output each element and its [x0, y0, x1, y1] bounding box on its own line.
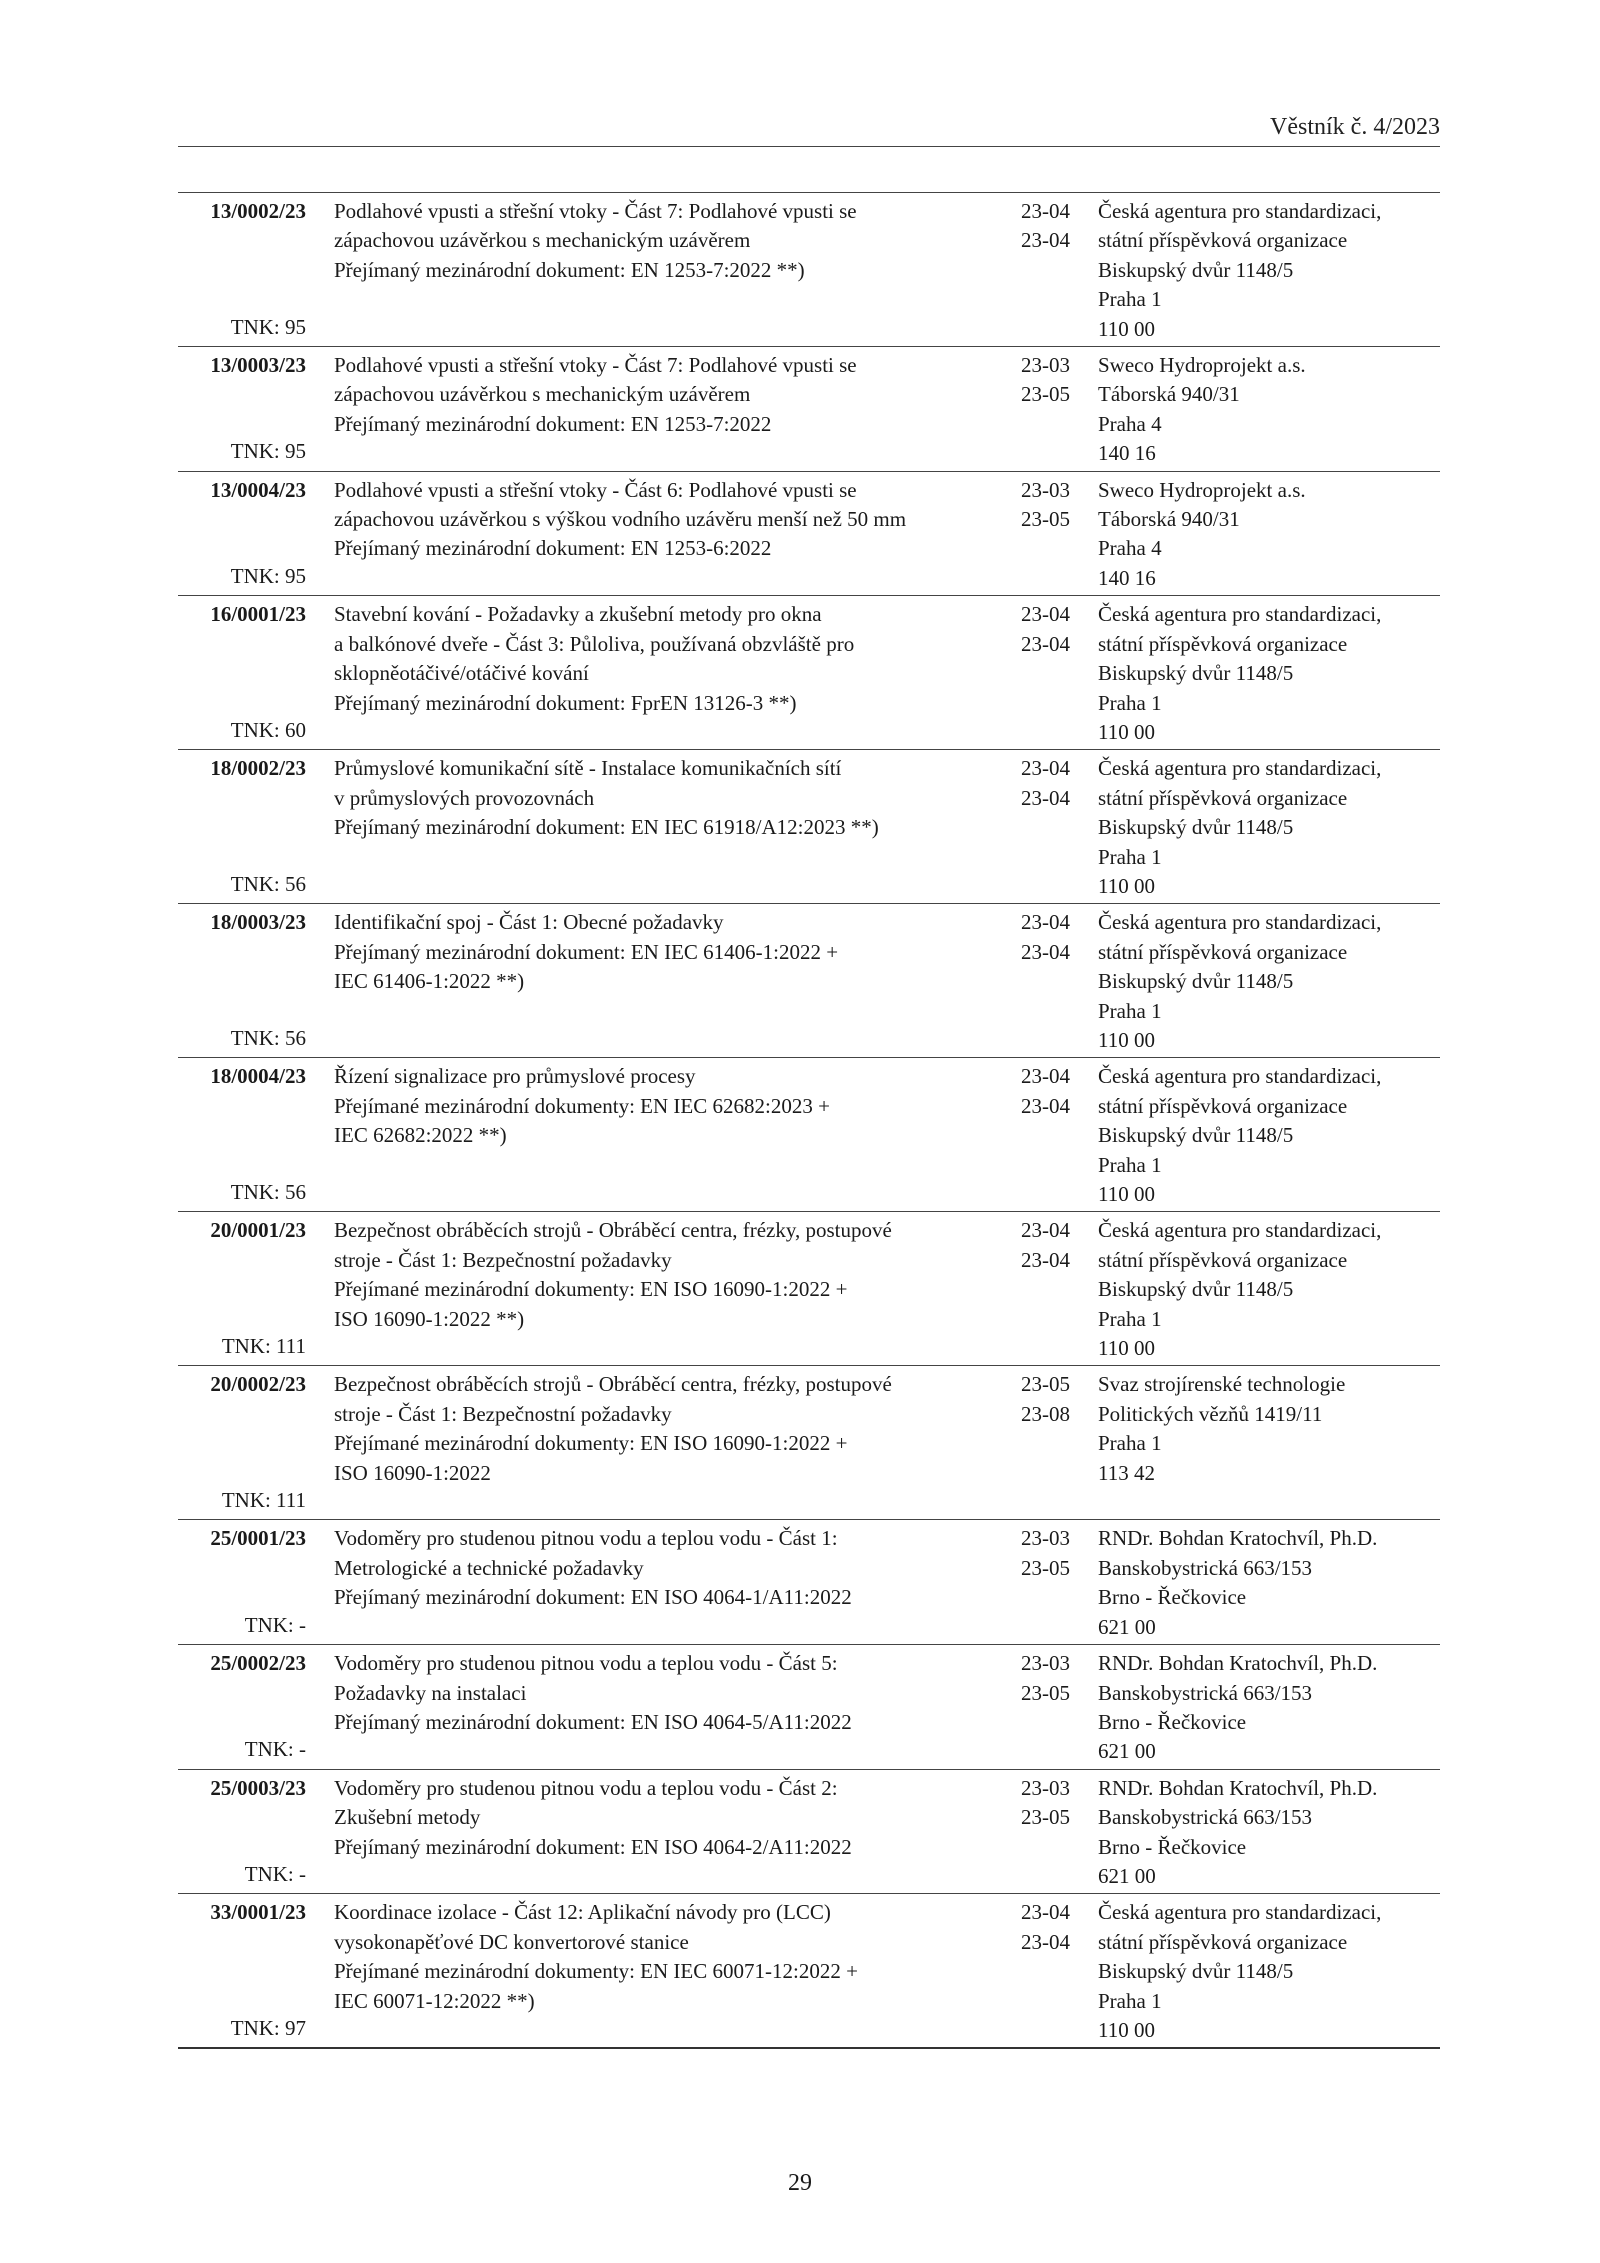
standards-table: [178, 192, 1440, 2049]
entry-date: 23-04: [1021, 1093, 1070, 1118]
entry-title: [334, 1524, 1012, 1642]
organization-line: Praha 4: [1098, 536, 1162, 561]
entry-id-cell: [178, 600, 306, 745]
entry-dates: [1010, 476, 1070, 535]
entry-dates: [1010, 1062, 1070, 1121]
organization-line: 110 00: [1098, 1027, 1155, 1052]
organization-line: 110 00: [1098, 719, 1155, 744]
entry-organization: [1098, 1062, 1438, 1209]
entry-date: 23-05: [1021, 507, 1070, 532]
entry-title-line: Koordinace izolace - Část 12: Aplikační návody pro (LCC): [334, 1900, 831, 1925]
entry-id-cell: [178, 908, 306, 1053]
entry-title-line: zápachovou uzávěrkou s mechanickým uzávěrem: [334, 382, 751, 407]
organization-line: Banskobystrická 663/153: [1098, 1680, 1313, 1705]
organization-line: 110 00: [1098, 1182, 1155, 1206]
entry-id-cell: [178, 1370, 306, 1515]
entry-title-line: zápachovou uzávěrkou s mechanickým uzávěrem: [334, 228, 751, 253]
entry-title-line: sklopněotáčivé/otáčivé kování: [334, 661, 589, 686]
entry-title-line: Průmyslové komunikační sítě - Instalace komunikačních sítí: [334, 756, 842, 781]
entry-date: 23-04: [1021, 1247, 1070, 1272]
entry-dates: [1010, 197, 1070, 256]
entry-organization: [1098, 351, 1438, 469]
organization-line: 110 00: [1098, 2017, 1155, 2042]
entry-tnk: TNK: 111: [221, 1334, 306, 1359]
entry-title: [334, 754, 1012, 901]
entry-date: 23-05: [1021, 382, 1070, 407]
entry-number: 25/0001/23: [210, 1526, 306, 1551]
entry-number: 33/0001/23: [210, 1900, 306, 1925]
organization-line: Praha 4: [1098, 411, 1162, 436]
organization-line: Praha 1: [1098, 844, 1162, 869]
organization-line: Biskupský dvůr 1148/5: [1098, 661, 1294, 686]
entry-title-line: Zkušební metody: [334, 1805, 481, 1830]
entry-date: 23-04: [1021, 631, 1070, 656]
entry-title: [334, 351, 1012, 469]
entry-organization: [1098, 1524, 1438, 1642]
entry-date: 23-05: [1021, 1555, 1070, 1580]
entry-dates: [1010, 1524, 1070, 1583]
organization-line: Biskupský dvůr 1148/5: [1098, 1959, 1294, 1984]
organization-line: Česká agentura pro standardizaci,: [1098, 1064, 1382, 1089]
entry-title: [334, 908, 1012, 1055]
entry-title-line: IEC 61406-1:2022 **): [334, 969, 525, 994]
entry-title-line: Podlahové vpusti a střešní vtoky - Část 7: Podlahové vpusti se: [334, 199, 857, 223]
organization-line: RNDr. Bohdan Kratochvíl, Ph.D.: [1098, 1651, 1378, 1676]
entry-id-cell: [178, 1898, 306, 2043]
entry-date: 23-04: [1021, 228, 1070, 253]
entry-tnk: TNK: 97: [230, 2015, 306, 2040]
organization-line: Praha 1: [1098, 690, 1162, 715]
entry-id-cell: [178, 754, 306, 899]
entry-title-line: ISO 16090-1:2022 **): [334, 1306, 525, 1331]
entry-title-line: IEC 60071-12:2022 **): [334, 1988, 535, 2013]
entry-id-cell: [178, 197, 306, 342]
entry-id-cell: [178, 351, 306, 467]
organization-line: Banskobystrická 663/153: [1098, 1805, 1313, 1830]
entry-title-line: Přejímaný mezinárodní dokument: EN IEC 61918/A12:2023 **): [334, 815, 879, 840]
entry-tnk: TNK: 60: [230, 717, 306, 742]
entry-organization: [1098, 197, 1438, 344]
organization-line: Banskobystrická 663/153: [1098, 1555, 1313, 1580]
entry-title: [334, 1774, 1012, 1892]
organization-line: státní příspěvková organizace: [1098, 785, 1348, 810]
entry-date: 23-04: [1021, 1929, 1070, 1954]
entry-id-cell: [178, 1216, 306, 1361]
entry-date: 23-05: [1021, 1680, 1070, 1705]
entry-title-line: Přejímaný mezinárodní dokument: EN ISO 4064-2/A11:2022: [334, 1834, 852, 1859]
table-row: [178, 1770, 1440, 1895]
organization-line: 113 42: [1098, 1460, 1155, 1485]
entry-title-line: Vodoměry pro studenou pitnou vodu a teplou vodu - Část 2:: [334, 1775, 838, 1800]
organization-line: Biskupský dvůr 1148/5: [1098, 815, 1294, 840]
entry-tnk: TNK: 56: [230, 1025, 306, 1050]
entry-organization: [1098, 754, 1438, 901]
table-row: [178, 347, 1440, 472]
organization-line: státní příspěvková organizace: [1098, 228, 1348, 253]
organization-line: 110 00: [1098, 873, 1155, 898]
organization-line: Sweco Hydroprojekt a.s.: [1098, 477, 1306, 502]
entry-tnk: TNK: 111: [221, 1488, 306, 1513]
entry-title-line: Přejímaný mezinárodní dokument: EN 1253-6:2022: [334, 536, 772, 561]
entry-title-line: Přejímaný mezinárodní dokument: EN ISO 4064-5/A11:2022: [334, 1709, 852, 1734]
organization-line: státní příspěvková organizace: [1098, 1929, 1348, 1954]
entry-date: 23-04: [1021, 602, 1070, 627]
entry-title-line: Přejímané mezinárodní dokumenty: EN ISO 16090-1:2022 +: [334, 1277, 848, 1302]
organization-line: Praha 1: [1098, 1306, 1162, 1331]
entry-dates: [1010, 600, 1070, 659]
organization-line: 621 00: [1098, 1739, 1156, 1764]
entry-title-line: Požadavky na instalaci: [334, 1680, 527, 1705]
entry-title-line: Přejímaný mezinárodní dokument: EN 1253-7:2022: [334, 411, 772, 436]
entry-number: 13/0004/23: [210, 477, 306, 502]
entry-tnk: TNK: 95: [230, 314, 306, 339]
bulletin-title: Věstník č. 4/2023: [1270, 114, 1440, 140]
organization-line: státní příspěvková organizace: [1098, 631, 1348, 656]
entry-date: 23-04: [1021, 939, 1070, 964]
entry-number: 20/0001/23: [210, 1218, 306, 1243]
entry-organization: [1098, 600, 1438, 747]
organization-line: Praha 1: [1098, 1988, 1162, 2013]
table-row: [178, 1212, 1440, 1366]
organization-line: RNDr. Bohdan Kratochvíl, Ph.D.: [1098, 1526, 1378, 1551]
organization-line: Česká agentura pro standardizaci,: [1098, 910, 1382, 935]
entry-title: [334, 1062, 1012, 1209]
entry-number: 13/0003/23: [210, 353, 306, 378]
organization-line: 110 00: [1098, 1336, 1155, 1361]
entry-organization: [1098, 1898, 1438, 2045]
entry-title-line: Metrologické a technické požadavky: [334, 1555, 644, 1580]
page-number: 29: [788, 2170, 812, 2196]
entry-organization: [1098, 1649, 1438, 1767]
entry-title-line: Přejímané mezinárodní dokumenty: EN ISO 16090-1:2022 +: [334, 1431, 848, 1456]
organization-line: Česká agentura pro standardizaci,: [1098, 199, 1382, 223]
organization-line: státní příspěvková organizace: [1098, 1247, 1348, 1272]
entry-title: [334, 1649, 1012, 1767]
entry-organization: [1098, 908, 1438, 1055]
entry-id-cell: [178, 1774, 306, 1890]
table-row: [178, 472, 1440, 597]
entry-tnk: TNK: -: [244, 1612, 306, 1637]
entry-title-line: v průmyslových provozovnách: [334, 785, 595, 810]
table-row: [178, 1058, 1440, 1212]
entry-organization: [1098, 1774, 1438, 1892]
entry-number: 18/0004/23: [210, 1064, 306, 1089]
entry-date: 23-04: [1021, 785, 1070, 810]
table-row: [178, 904, 1440, 1058]
entry-id-cell: [178, 1062, 306, 1207]
table-row: [178, 1366, 1440, 1520]
entry-organization: [1098, 1216, 1438, 1363]
entry-date: 23-04: [1021, 1900, 1070, 1925]
organization-line: Biskupský dvůr 1148/5: [1098, 1277, 1294, 1302]
organization-line: Česká agentura pro standardizaci,: [1098, 602, 1382, 627]
entry-title-line: Bezpečnost obráběcích strojů - Obráběcí centra, frézky, postupové: [334, 1372, 892, 1397]
entry-tnk: TNK: 95: [230, 563, 306, 588]
entry-organization: [1098, 1370, 1438, 1488]
entry-title: [334, 476, 1012, 594]
organization-line: Biskupský dvůr 1148/5: [1098, 969, 1294, 994]
entry-title-line: IEC 62682:2022 **): [334, 1123, 507, 1148]
entry-title-line: Přejímaný mezinárodní dokument: EN 1253-7:2022 **): [334, 257, 805, 282]
organization-line: Politických vězňů 1419/11: [1098, 1401, 1323, 1426]
entry-tnk: TNK: 95: [230, 439, 306, 464]
organization-line: Česká agentura pro standardizaci,: [1098, 756, 1382, 781]
entry-date: 23-04: [1021, 1218, 1070, 1243]
entry-date: 23-04: [1021, 756, 1070, 781]
organization-line: Táborská 940/31: [1098, 507, 1240, 532]
entry-title-line: stroje - Část 1: Bezpečnostní požadavky: [334, 1401, 672, 1426]
entry-number: 25/0002/23: [210, 1651, 306, 1676]
organization-line: Brno - Řečkovice: [1098, 1585, 1247, 1610]
organization-line: státní příspěvková organizace: [1098, 1093, 1348, 1118]
entry-tnk: TNK: -: [244, 1861, 306, 1886]
organization-line: 140 16: [1098, 565, 1156, 590]
entry-dates: [1010, 1216, 1070, 1275]
entry-number: 20/0002/23: [210, 1372, 306, 1397]
organization-line: Biskupský dvůr 1148/5: [1098, 1123, 1294, 1148]
entry-date: 23-05: [1021, 1805, 1070, 1830]
entry-dates: [1010, 351, 1070, 410]
organization-line: Praha 1: [1098, 998, 1162, 1023]
entry-dates: [1010, 1649, 1070, 1708]
table-row: [178, 596, 1440, 750]
table-row: [178, 1645, 1440, 1770]
organization-line: Praha 1: [1098, 1152, 1162, 1177]
entry-number: 18/0002/23: [210, 756, 306, 781]
entry-date: 23-03: [1021, 477, 1070, 502]
entry-tnk: TNK: -: [244, 1737, 306, 1762]
entry-dates: [1010, 754, 1070, 813]
organization-line: Brno - Řečkovice: [1098, 1709, 1247, 1734]
entry-title: [334, 1216, 1012, 1363]
organization-line: Biskupský dvůr 1148/5: [1098, 257, 1294, 282]
entry-title-line: zápachovou uzávěrkou s výškou vodního uzávěru menší než 50 mm: [334, 507, 907, 532]
entry-title-line: Vodoměry pro studenou pitnou vodu a teplou vodu - Část 5:: [334, 1651, 838, 1676]
entry-tnk: TNK: 56: [230, 1180, 306, 1204]
organization-line: 621 00: [1098, 1614, 1156, 1639]
entry-tnk: TNK: 56: [230, 871, 306, 896]
entry-title-line: Vodoměry pro studenou pitnou vodu a teplou vodu - Část 1:: [334, 1526, 838, 1551]
entry-date: 23-03: [1021, 1775, 1070, 1800]
entry-date: 23-04: [1021, 1064, 1070, 1089]
organization-line: Česká agentura pro standardizaci,: [1098, 1900, 1382, 1925]
entry-title-line: Přejímané mezinárodní dokumenty: EN IEC 60071-12:2022 +: [334, 1959, 858, 1984]
table-row: [178, 750, 1440, 904]
organization-line: Svaz strojírenské technologie: [1098, 1372, 1346, 1397]
entry-number: 18/0003/23: [210, 910, 306, 935]
entry-title-line: stroje - Část 1: Bezpečnostní požadavky: [334, 1247, 672, 1272]
entry-dates: [1010, 908, 1070, 967]
page-header: [178, 112, 1440, 147]
table-row: [178, 1894, 1440, 2049]
organization-line: Praha 1: [1098, 1431, 1162, 1456]
entry-title: [334, 600, 1012, 747]
entry-date: 23-03: [1021, 353, 1070, 378]
entry-title-line: Bezpečnost obráběcích strojů - Obráběcí centra, frézky, postupové: [334, 1218, 892, 1243]
entry-title-line: vysokonapěťové DC konvertorové stanice: [334, 1929, 689, 1954]
entry-date: 23-03: [1021, 1526, 1070, 1551]
entry-date: 23-05: [1021, 1372, 1070, 1397]
organization-line: RNDr. Bohdan Kratochvíl, Ph.D.: [1098, 1775, 1378, 1800]
entry-date: 23-04: [1021, 910, 1070, 935]
entry-title-line: Přejímané mezinárodní dokumenty: EN IEC 62682:2023 +: [334, 1093, 830, 1118]
organization-line: Táborská 940/31: [1098, 382, 1240, 407]
entry-number: 13/0002/23: [210, 199, 306, 223]
entry-title-line: Přejímaný mezinárodní dokument: FprEN 13126-3 **): [334, 690, 797, 715]
entry-dates: [1010, 1774, 1070, 1833]
entry-date: 23-03: [1021, 1651, 1070, 1676]
entry-dates: [1010, 1898, 1070, 1957]
entry-dates: [1010, 1370, 1070, 1429]
entry-date: 23-04: [1021, 199, 1070, 223]
table-row: [178, 1520, 1440, 1645]
entry-date: 23-08: [1021, 1401, 1070, 1426]
entry-title: [334, 1898, 1012, 2045]
entry-number: 25/0003/23: [210, 1775, 306, 1800]
entry-title-line: Stavební kování - Požadavky a zkušební metody pro okna: [334, 602, 822, 627]
organization-line: Česká agentura pro standardizaci,: [1098, 1218, 1382, 1243]
entry-title-line: Identifikační spoj - Část 1: Obecné požadavky: [334, 910, 724, 935]
entry-title-line: ISO 16090-1:2022: [334, 1460, 491, 1485]
entry-title-line: Podlahové vpusti a střešní vtoky - Část 6: Podlahové vpusti se: [334, 477, 857, 502]
entry-id-cell: [178, 1524, 306, 1640]
organization-line: 621 00: [1098, 1863, 1156, 1888]
entry-id-cell: [178, 476, 306, 592]
entry-title-line: Podlahové vpusti a střešní vtoky - Část 7: Podlahové vpusti se: [334, 353, 857, 378]
organization-line: státní příspěvková organizace: [1098, 939, 1348, 964]
organization-line: 140 16: [1098, 441, 1156, 466]
entry-title: [334, 1370, 1012, 1517]
entry-id-cell: [178, 1649, 306, 1765]
table-row: [178, 193, 1440, 347]
entry-title-line: Přejímaný mezinárodní dokument: EN ISO 4064-1/A11:2022: [334, 1585, 852, 1610]
organization-line: Praha 1: [1098, 287, 1162, 312]
entry-number: 16/0001/23: [210, 602, 306, 627]
entry-organization: [1098, 476, 1438, 594]
organization-line: Brno - Řečkovice: [1098, 1834, 1247, 1859]
entry-title-line: Přejímaný mezinárodní dokument: EN IEC 61406-1:2022 +: [334, 939, 839, 964]
entry-title-line: a balkónové dveře - Část 3: Půloliva, používaná obzvláště pro: [334, 631, 855, 656]
entry-title: [334, 197, 1012, 344]
organization-line: Sweco Hydroprojekt a.s.: [1098, 353, 1306, 378]
organization-line: 110 00: [1098, 316, 1155, 341]
entry-title-line: Řízení signalizace pro průmyslové procesy: [334, 1064, 696, 1089]
